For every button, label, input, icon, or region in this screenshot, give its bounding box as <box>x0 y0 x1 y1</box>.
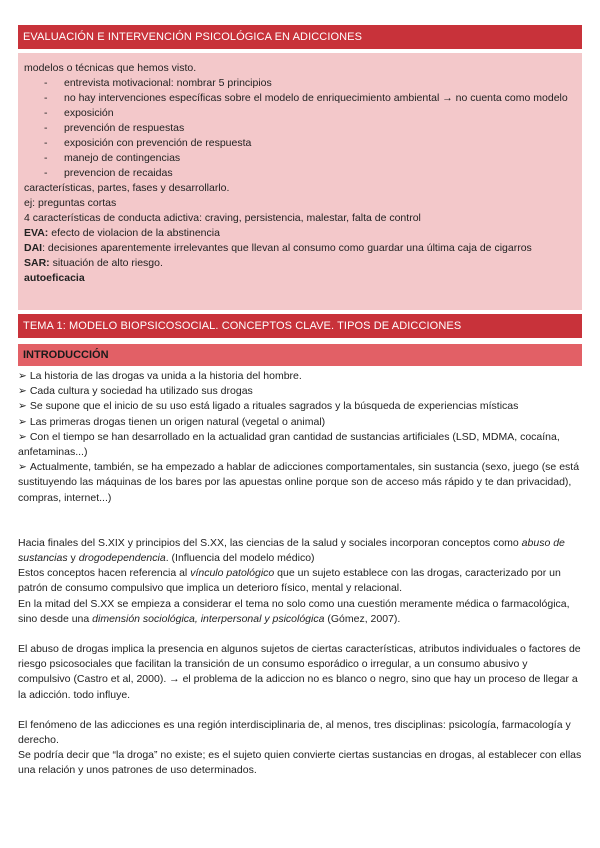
paragraph: Se podría decir que “la droga” no existe; es el sujeto quien convierte ciertas sustancias en drogas, al establecer con ellas una relación y unos patrones de uso determinados. <box>18 749 582 777</box>
notes-box <box>18 53 582 310</box>
bullet-item: ➢ Actualmente, también, se ha empezado a hablar de adicciones comportamentales, sin sustancia (sexo, juego (se está sustituyendo las máquinas de los bares por las apuestas online porque son de acceso más rápido y te dan privacidad), compras, internet...) <box>18 461 580 504</box>
bullet-item: ➢ La historia de las drogas va unida a la historia del hombre. <box>18 370 302 382</box>
list-item: - exposición <box>44 107 114 119</box>
notes-line: 4 características de conducta adictiva: craving, persistencia, malestar, falta de control <box>24 212 421 224</box>
paragraph: El fenómeno de las adicciones es una región interdisciplinaria de, al menos, tres disciplinas: psicología, farmacología y derecho. <box>18 718 571 747</box>
paragraph: Estos conceptos hacen referencia al vínculo patológico que un sujeto establece con las drogas, caracterizado por un patrón de consumo compulsivo que implica un deterioro físico, mental y relacional. <box>18 567 561 595</box>
paragraph: El abuso de drogas implica la presencia en algunos sujetos de ciertas características, atributos individuales o factores de riesgo psicosociales que facilitan la transición de un consumo esporádico o irregular, a un consumo abusivo y compulsivo (Castro et al, 2000). → el problema de la adiccion no es blanco o negro, sino que hay un proceso de llegar a la adicción. todo influye. <box>18 643 581 701</box>
bullet-item: ➢ Las primeras drogas tienen un origen natural (vegetal o animal) <box>18 415 326 428</box>
list-item: - entrevista motivacional: nombrar 5 principios <box>44 77 272 89</box>
list-item: - exposición con prevención de respuesta <box>44 137 252 149</box>
notes-line: ej: preguntas cortas <box>24 197 117 209</box>
eva-definition: EVA: efecto de violacion de la abstinencia <box>24 227 220 239</box>
section-header-evaluacion: EVALUACIÓN E INTERVENCIÓN PSICOLÓGICA EN ADICCIONES <box>18 25 582 49</box>
introduccion-body <box>18 369 582 779</box>
section-header-tema1: TEMA 1: MODELO BIOPSICOSOCIAL. CONCEPTOS CLAVE. TIPOS DE ADICCIONES <box>18 314 582 338</box>
list-item: - prevención de respuestas <box>44 122 185 134</box>
autoeficacia-term: autoeficacia <box>24 272 85 284</box>
techniques-list <box>24 76 577 181</box>
sar-definition: SAR: situación de alto riesgo. <box>24 257 163 269</box>
list-item: - manejo de contingencias <box>44 152 181 164</box>
bullet-item: ➢ Cada cultura y sociedad ha utilizado sus drogas <box>18 385 253 398</box>
paragraph: En la mitad del S.XX se empieza a considerar el tema no solo como una cuestión meramente médica o farmacológica, sino desde una dimensión sociológica, interpersonal y psicológica (Gómez, 2007). <box>18 597 570 625</box>
bullet-item: ➢ Se supone que el inicio de su uso está ligado a rituales sagrados y la búsqueda de experiencias místicas <box>18 400 519 413</box>
notes-intro: modelos o técnicas que hemos visto. <box>24 62 197 74</box>
list-item: - no hay intervenciones específicas sobre el modelo de enriquecimiento ambiental → no cuenta como modelo <box>44 92 568 104</box>
bullet-item: ➢ Con el tiempo se han desarrollado en la actualidad gran cantidad de sustancias artificiales (LSD, MDMA, cocaína, anfetaminas...) <box>18 430 560 459</box>
paragraph: Hacia finales del S.XIX y principios del S.XX, las ciencias de la salud y sociales incorporan conceptos como abuso de sustancias y drogodependencia. (Influencia del modelo médico) <box>18 536 565 565</box>
dai-definition: DAI: decisiones aparentemente irrelevantes que llevan al consumo como guardar una última caja de cigarros <box>24 242 532 254</box>
list-item: - prevencion de recaidas <box>44 167 173 179</box>
subheader-introduccion: INTRODUCCIÓN <box>18 344 582 366</box>
notes-line: características, partes, fases y desarrollarlo. <box>24 182 230 194</box>
